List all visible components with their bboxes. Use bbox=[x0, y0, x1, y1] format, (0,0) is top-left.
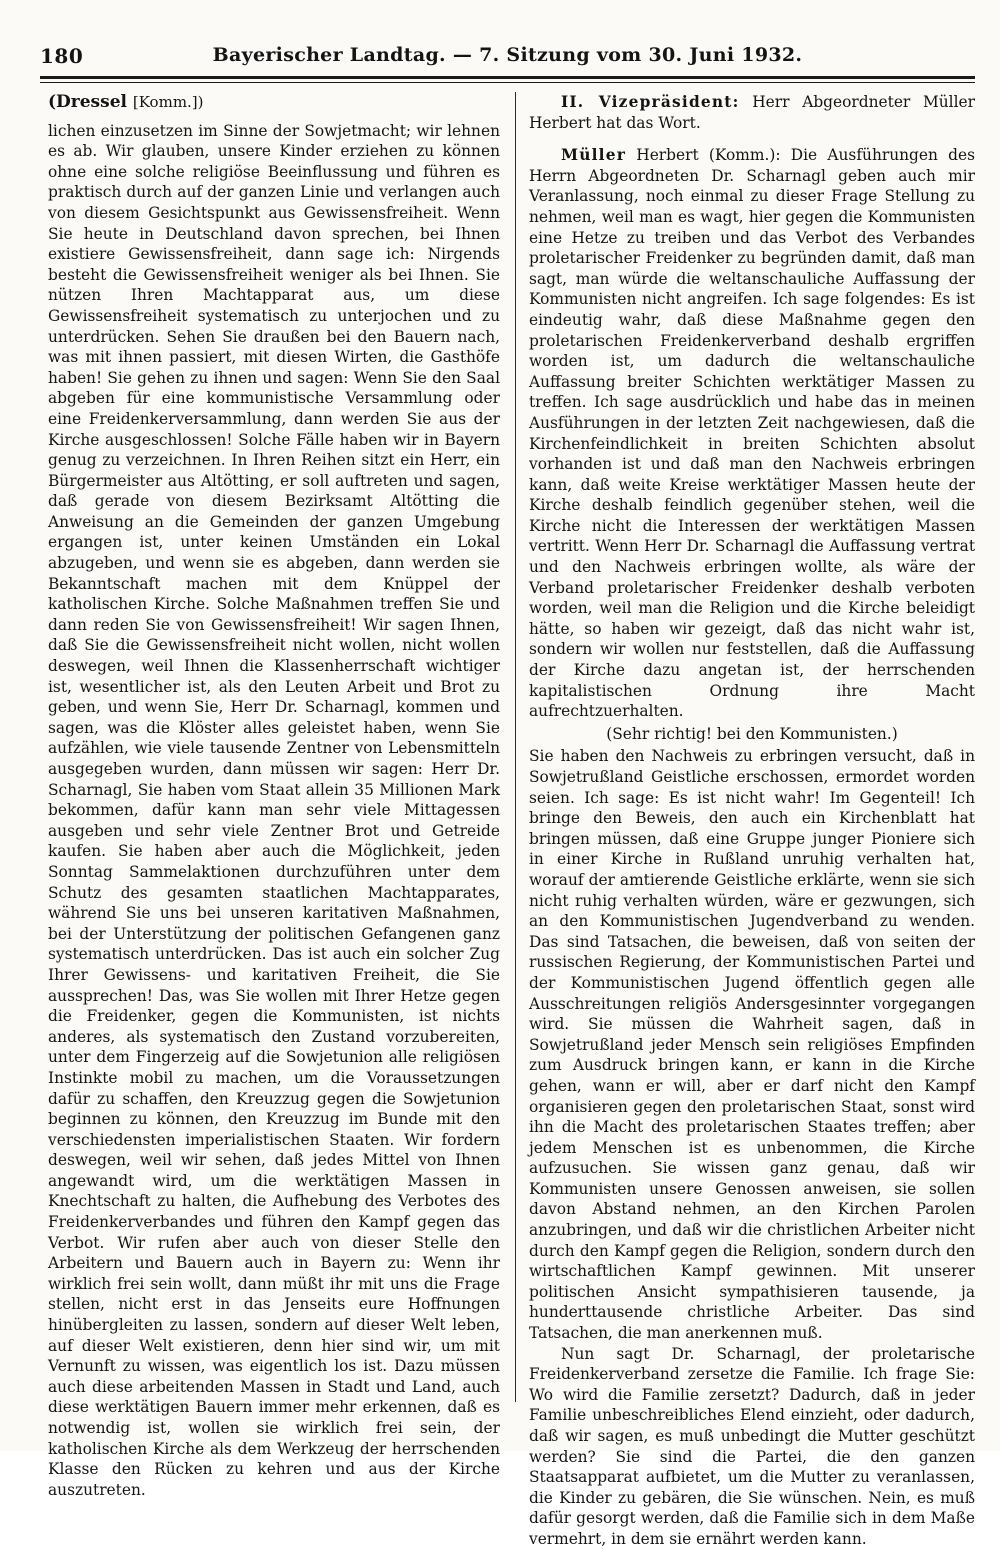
right-paragraph-1-text: Die Ausführungen des Herrn Abgeordneten Dr. Scharnagl geben auch mir Veranlassung, noch einmal zu dieser Frage Stellung zu nehmen, weil man es wagt, hier gegen die Kommunisten eine Hetze zu treiben und das Verbot des Verbandes proletarischer Freidenker zu begründen damit, daß man sagt, man würde die weltanschauliche Auffassung der Kommunisten nicht angreifen. Ich sage folgendes: Es ist eindeutig wahr, daß diese Maßnahme gegen den proletarischen Freidenkerverband deshalb ergriffen worden ist, um dadurch die weltanschauliche Auffassung breiter Schichten werktätiger Massen zu treffen. Ich sage ausdrücklich und habe das in meinen Ausführungen in der letzten Zeit nachgewiesen, daß die Kirchenfeindlichkeit in breiten Schichten absolut vorhanden ist und daß man den Nachweis erbringen kann, daß weite Kreise werktätiger Massen heute der Kirche deshalb feindlich gegenüber stehen, weil die Kirche nicht die Interessen der werktätigen Massen vertritt. Wenn Herr Dr. Scharnagl die Auffassung vertrat und den Nachweis erbringen wollte, als wäre der Verband proletarischer Freidenker deshalb verboten worden, weil man die Religion und die Kirche beleidigt hätte, so haben wir gezeigt, daß das nicht wahr ist, sondern wir wollen nur feststellen, daß die Auffassung der Kirche dazu angetan ist, der herrschenden kapitalistischen Ordnung ihre Macht aufrechtzuerhalten. bbox=[529, 146, 976, 721]
continued-speaker-name: (Dressel bbox=[48, 92, 127, 112]
presiding-speaker: II. Vizepräsident: bbox=[561, 93, 740, 111]
column-divider bbox=[515, 92, 516, 1402]
speaker-rest: Herbert (Komm.): bbox=[636, 146, 781, 165]
page-number: 180 bbox=[40, 44, 84, 68]
right-column bbox=[529, 92, 975, 1550]
presiding-statement bbox=[529, 92, 975, 133]
presiding-text: Herr Abgeordneter Müller Herbert hat das Wort. bbox=[529, 93, 975, 132]
page-header bbox=[40, 44, 975, 74]
speaker-name: Müller bbox=[561, 146, 627, 165]
left-column bbox=[48, 92, 500, 1500]
continued-speaker-party: [Komm.]) bbox=[132, 93, 204, 111]
paragraph-gap bbox=[529, 133, 975, 145]
header-rule-thin bbox=[40, 82, 975, 83]
right-paragraph-1 bbox=[529, 145, 975, 722]
running-head: Bayerischer Landtag. — 7. Sitzung vom 30. Juni 1932. bbox=[212, 44, 803, 66]
header-rule-thick bbox=[40, 76, 975, 79]
continued-speaker-heading bbox=[48, 92, 500, 113]
right-paragraph-2: Sie haben den Nachweis zu erbringen versucht, daß in Sowjetrußland Geistliche erschossen, ermordet worden seien. Ich sage: Es ist nicht wahr! Im Gegenteil! Ich bringe den Beweis, den auch ein Kirchenblatt hat bringen müssen, daß eine Gruppe junger Pioniere sich in einer Kirche in Rußland unruhig verhalten hat, worauf der amtierende Geistliche erklärte, wenn sie sich nicht ruhig verhalten würden, wäre er gezwungen, sich an den Kommunistischen Jugendverband zu wenden. Das sind Tatsachen, die beweisen, daß von seiten der russischen Regierung, der Kommunistischen Partei und der Kommunistischen Jugend öffentlich gegen alle Ausschreitungen religiös Andersgesinnter vorgegangen wird. Sie müssen die Wahrheit sagen, daß in Sowjetrußland jeder Mensch sein religiöses Empfinden zum Ausdruck bringen kann, er kann in die Kirche gehen, wann er will, aber er darf nicht den Kampf organisieren gegen den proletarischen Staat, sonst wird ihn die Macht des proletarischen Staates treffen; aber jedem Menschen ist es unbenommen, die Kirche aufzusuchen. Sie wissen ganz genau, daß wir Kommunisten unsere Genossen anweisen, sie sollen davon Abstand nehmen, an den Kirchen Parolen anzubringen, und daß wir die christlichen Arbeiter nicht durch den Kampf gegen die Religion, sondern durch den wirtschaftlichen Kampf gewinnen. Mit unserer politischen Ansicht sympathisieren tausende, ja hunderttausende christliche Arbeiter. Das sind Tatsachen, die man anerkennen muß. bbox=[529, 747, 975, 1343]
left-paragraph-1: lichen einzusetzen im Sinne der Sowjetmacht; wir lehnen es ab. Wir glauben, unsere Kinder erziehen zu können ohne eine solche religiöse Beeinflussung und führen es praktisch durch auf der ganzen Linie und verlangen auch von diesem Gesichtspunkt aus Gewissensfreiheit. Wenn Sie heute in Deutschland davon sprechen, bei Ihnen existiere Gewissensfreiheit, dann sage ich: Nirgends besteht die Gewissensfreiheit weniger als bei Ihnen. Sie nützen Ihren Machtapparat aus, um diese Gewissensfreiheit systematisch zu unterjochen und zu unterdrücken. Sehen Sie draußen bei den Bauern nach, was mit ihnen passiert, mit diesen Wirten, die Gasthöfe haben! Sie gehen zu ihnen und sagen: Wenn Sie den Saal abgeben für eine kommunistische Versammlung oder eine Freidenkerversammlung, dann werden Sie aus der Kirche ausgeschlossen! Solche Fälle haben wir in Bayern genug zu verzeichnen. In Ihren Reihen sitzt ein Herr, ein Bürgermeister aus Altötting, er soll auftreten und sagen, daß gerade von diesem Bezirksamt Altötting die Anweisung an die Gemeinden der ganzen Umgebung ergangen ist, unter keinen Umständen ein Lokal abzugeben, und wenn sie es abgeben, dann werden sie Bekanntschaft machen mit dem Knüppel der katholischen Kirche. Solche Maßnahmen treffen Sie und dann reden Sie von Gewissensfreiheit! Wir sagen Ihnen, daß Sie die Gewissensfreiheit nicht wollen, nicht wollen deswegen, weil Ihnen die Klassenherrschaft wichtiger ist, wesentlicher ist, als den Leuten Arbeit und Brot zu geben, und wenn Sie, Herr Dr. Scharnagl, kommen und sagen, was die Klöster alles geleistet haben, wenn Sie aufzählen, wie viele tausende Zentner von Lebensmitteln ausgegeben wurden, dann müssen wir sagen: Herr Dr. Scharnagl, Sie haben vom Staat allein 35 Millionen Mark bekommen, dafür kann man sehr viele Mittagessen ausgeben und sehr viele Zentner Brot und Getreide kaufen. Sie haben aber auch die Möglichkeit, jeden Sonntag Sammelaktionen durchzuführen unter dem Schutz des gesamten staatlichen Machtapparates, während Sie uns bei unseren karitativen Maßnahmen, bei der Unterstützung der politischen Gefangenen ganz systematisch unterdrücken. Das ist auch ein solcher Zug Ihrer Gewissens- und karitativen Freiheit, die Sie aussprechen! Das, was Sie wollen mit Ihrer Hetze gegen die Freidenker, gegen die Kommunisten, ist nichts anderes, als systematisch den Zustand vorzubereiten, unter dem Fingerzeig auf die Sowjetunion alle religiösen Instinkte mobil zu machen, um die Voraussetzungen dafür zu schaffen, den Kreuzzug gegen die Sowjetunion beginnen zu können, den Kreuzzug im Bunde mit den verschiedensten imperialistischen Staaten. Wir fordern deswegen, weil wir sehen, daß jedes Mittel von Ihnen angewandt wird, um die werktätigen Massen in Knechtschaft zu halten, die Aufhebung des Verbotes des Freidenkerverbandes und führen den Kampf gegen das Verbot. Wir rufen aber auch von dieser Stelle den Arbeitern und Bauern auch in Bayern zu: Wenn ihr wirklich frei sein wollt, dann müßt ihr mit uns die Frage stellen, nicht erst in das Jenseits eure Hoffnungen hinübergleiten zu lassen, sondern auf dieser Welt leben, auf dieser Welt existieren, denn hier sind wir, um mit Vernunft zu wissen, was eigentlich los ist. Dazu müssen auch diese arbeitenden Massen in Stadt und Land, auch diese werktätigen Bauern immer mehr erkennen, daß es notwendig ist, wollen sie wirklich frei sein, der katholischen Kirche als dem Werkzeug der herrschenden Klasse den Rücken zu kehren und aus der Kirche auszutreten. bbox=[48, 121, 500, 1499]
right-paragraph-3: Nun sagt Dr. Scharnagl, der proletarische Freidenkerverband zersetze die Familie. Ich frage Sie: Wo wird die Familie zersetzt? Dadurch, daß in jeder Familie unbeschreibliches Elend einzieht, oder dadurch, daß wir sagen, es muß unbedingt die Mutter geschützt werden? Sie sind die Partei, die den ganzen Staatsapparat aufbietet, um die Mutter zu veranlassen, die Kinder zu gebären, die Sie wünschen. Nein, es muß dafür gesorgt werden, daß die Familie sich in dem Maße vermehrt, in dem sie ernährt werden kann. bbox=[529, 1344, 975, 1548]
interjection: (Sehr richtig! bei den Kommunisten.) bbox=[606, 724, 898, 743]
